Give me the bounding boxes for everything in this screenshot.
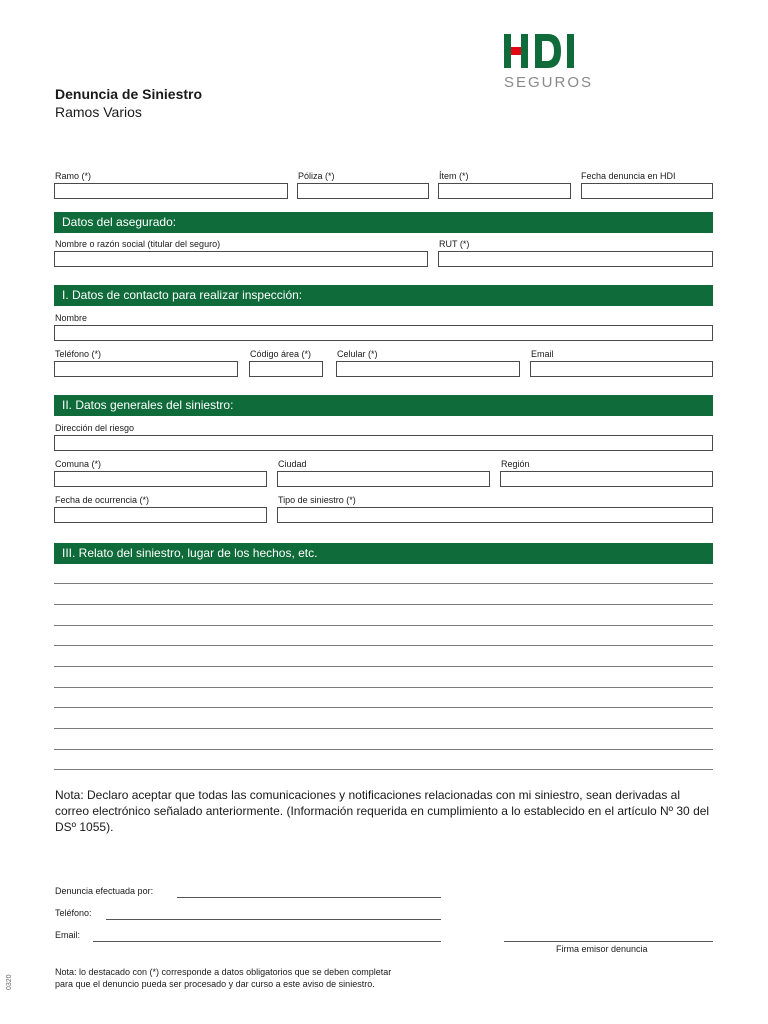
direccion-label: Dirección del riesgo	[55, 423, 135, 433]
celular-field[interactable]	[336, 361, 520, 377]
relato-line[interactable]	[54, 604, 713, 605]
relato-line[interactable]	[54, 687, 713, 688]
relato-line[interactable]	[54, 666, 713, 667]
footnote-line-2: para que el denuncio pueda ser procesado y dar curso a este aviso de siniestro.	[55, 979, 375, 989]
relato-line[interactable]	[54, 707, 713, 708]
celular-label: Celular (*)	[337, 349, 378, 359]
relato-line[interactable]	[54, 583, 713, 584]
firma-email-label: Email:	[55, 930, 81, 940]
ciudad-label: Ciudad	[278, 459, 307, 469]
comuna-field[interactable]	[54, 471, 267, 487]
comuna-label: Comuna (*)	[55, 459, 102, 469]
rut-field[interactable]	[438, 251, 713, 267]
item-field[interactable]	[438, 183, 571, 199]
fecha-denuncia-field[interactable]	[581, 183, 713, 199]
telefono-label: Teléfono (*)	[55, 349, 102, 359]
direccion-field[interactable]	[54, 435, 713, 451]
email-field[interactable]	[530, 361, 713, 377]
contacto-nombre-field[interactable]	[54, 325, 713, 341]
fecha-ocurrencia-field[interactable]	[54, 507, 267, 523]
contacto-nombre-label: Nombre	[55, 313, 88, 323]
ciudad-field[interactable]	[277, 471, 490, 487]
relato-line[interactable]	[54, 769, 713, 770]
razon-social-field[interactable]	[54, 251, 428, 267]
tipo-siniestro-label: Tipo de siniestro (*)	[278, 495, 356, 505]
region-label: Región	[501, 459, 530, 469]
firma-email-line[interactable]	[93, 941, 441, 942]
section-contacto: I. Datos de contacto para realizar inspección:	[54, 285, 713, 306]
efectuada-por-label: Denuncia efectuada por:	[55, 886, 154, 896]
firma-telefono-label: Teléfono:	[55, 908, 92, 918]
telefono-field[interactable]	[54, 361, 238, 377]
form-title: Denuncia de Siniestro	[55, 86, 203, 102]
relato-line[interactable]	[54, 749, 713, 750]
firma-telefono-line[interactable]	[106, 919, 441, 920]
section-asegurado: Datos del asegurado:	[54, 212, 713, 233]
fecha-ocurrencia-label: Fecha de ocurrencia (*)	[55, 495, 150, 505]
poliza-label: Póliza (*)	[298, 171, 335, 181]
document-code: 0320	[6, 974, 13, 990]
section-relato: III. Relato del siniestro, lugar de los hechos, etc.	[54, 543, 713, 564]
required-footnote	[55, 966, 391, 990]
codigo-area-field[interactable]	[249, 361, 323, 377]
email-label: Email	[531, 349, 554, 359]
hdi-seguros-logo	[504, 34, 597, 90]
rut-label: RUT (*)	[439, 239, 470, 249]
tipo-siniestro-field[interactable]	[277, 507, 713, 523]
poliza-field[interactable]	[297, 183, 429, 199]
fecha-denuncia-label: Fecha denuncia en HDI	[581, 171, 676, 181]
razon-social-label: Nombre o razón social (titular del seguro)	[55, 239, 221, 249]
ramo-label: Ramo (*)	[55, 171, 92, 181]
firma-emisor-label: Firma emisor denuncia	[556, 944, 648, 954]
firma-emisor-line[interactable]	[504, 941, 713, 942]
form-subtitle: Ramos Varios	[55, 104, 142, 120]
relato-line[interactable]	[54, 645, 713, 646]
ramo-field[interactable]	[54, 183, 288, 199]
efectuada-por-line[interactable]	[177, 897, 441, 898]
footnote-line-1: Nota: lo destacado con (*) corresponde a datos obligatorios que se deben completar	[55, 967, 392, 977]
relato-line[interactable]	[54, 625, 713, 626]
section-siniestro: II. Datos generales del siniestro:	[54, 395, 713, 416]
consent-note: Nota: Declaro aceptar que todas las comunicaciones y notificaciones relacionadas con mi siniestro, sean derivadas al correo electrónico señalado anteriormente. (Información requerida en cumplimiento a lo establecido en el artículo Nº 30 del DSº 1055).	[55, 788, 710, 834]
relato-line[interactable]	[54, 728, 713, 729]
codigo-area-label: Código área (*)	[250, 349, 312, 359]
region-field[interactable]	[500, 471, 713, 487]
logo-tagline: SEGUROS	[504, 74, 594, 90]
item-label: Ítem (*)	[439, 171, 469, 181]
